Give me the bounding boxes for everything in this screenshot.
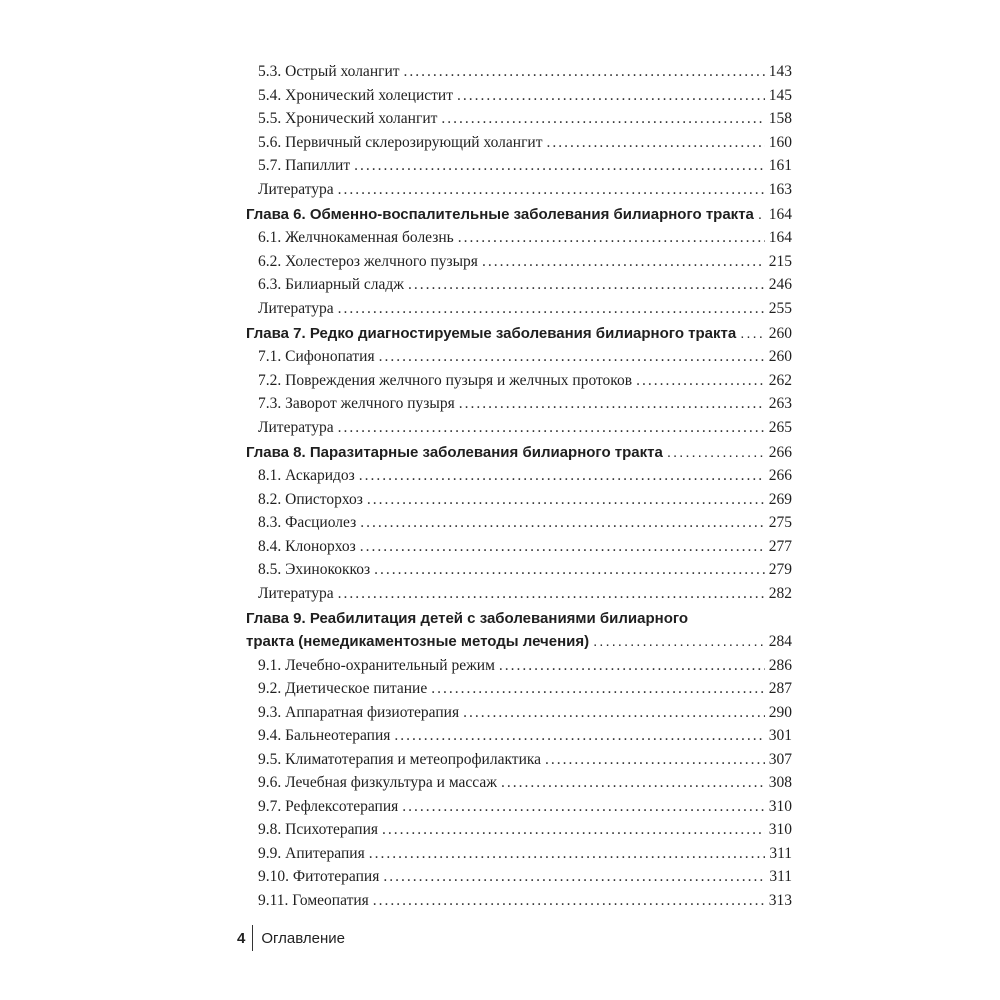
toc-page-number: 265 xyxy=(768,418,792,436)
toc-entry-label: 5.6. Первичный склерозирующий холангит xyxy=(258,133,543,151)
toc-entry-label: 8.2. Описторхоз xyxy=(258,490,363,508)
toc-leader-dots xyxy=(593,630,765,654)
toc-chapter-heading-continued xyxy=(246,630,792,654)
toc-entry-label: 8.1. Аскаридоз xyxy=(258,467,355,484)
toc-leader-dots xyxy=(338,582,765,606)
toc-entry-label: 5.4. Хронический холецистит xyxy=(258,86,453,104)
toc-leader-dots xyxy=(667,441,765,465)
toc-entry-label: 9.5. Климатотерапия и метеопрофилактика xyxy=(258,750,542,768)
toc-entry xyxy=(246,416,792,440)
toc-leader-dots xyxy=(457,84,765,108)
toc-entry xyxy=(246,488,792,512)
toc-page-number: 161 xyxy=(768,157,792,174)
toc-page-number: 275 xyxy=(768,514,792,531)
toc-page-number: 163 xyxy=(768,180,792,198)
toc-leader-dots xyxy=(758,203,765,227)
running-title: Оглавление xyxy=(261,929,345,947)
toc-leader-dots xyxy=(367,488,765,512)
toc-leader-dots xyxy=(394,724,764,748)
toc-page-number: 262 xyxy=(768,371,792,389)
toc-page-number: 160 xyxy=(768,133,792,151)
toc-entry xyxy=(246,795,792,819)
toc-page-number: 287 xyxy=(768,680,792,697)
toc-leader-dots xyxy=(402,795,765,819)
toc-chapter-label: Глава 7. Редко диагностируемые заболевания билиарного тракта xyxy=(246,324,737,342)
toc-entry-label: 6.2. Холестероз желчного пузыря xyxy=(258,252,478,270)
toc-leader-dots xyxy=(482,250,765,274)
toc-entry xyxy=(246,250,792,274)
toc-page-number: 266 xyxy=(768,467,792,484)
toc-page-number: 143 xyxy=(768,63,792,80)
toc-entry xyxy=(246,226,792,250)
page-footer xyxy=(237,925,345,951)
toc-entry xyxy=(246,345,792,369)
toc-entry-label: 9.1. Лечебно-охранительный режим xyxy=(258,656,495,674)
toc-page-number: 255 xyxy=(768,299,792,317)
toc-page-number: 260 xyxy=(768,324,792,342)
toc-page-number: 164 xyxy=(768,205,792,223)
toc-entry xyxy=(246,392,792,416)
toc-entry-label: Литература xyxy=(258,584,334,602)
toc-entry-label: Литература xyxy=(258,299,334,317)
toc-entry xyxy=(246,842,792,866)
toc-page-number: 263 xyxy=(768,395,792,412)
toc-entry-label: 7.1. Сифонопатия xyxy=(258,348,375,365)
toc-entry-label: 5.5. Хронический холангит xyxy=(258,110,438,127)
toc-leader-dots xyxy=(408,273,765,297)
toc-page-number: 310 xyxy=(768,821,792,838)
toc-entry-label: 8.3. Фасциолез xyxy=(258,514,357,531)
toc-leader-dots xyxy=(431,677,765,701)
toc-entry xyxy=(246,273,792,297)
toc-page-number: 246 xyxy=(768,276,792,293)
toc-entry xyxy=(246,107,792,131)
toc-entry xyxy=(246,889,792,913)
toc-entry xyxy=(246,818,792,842)
toc-page-number: 277 xyxy=(768,537,792,555)
toc-leader-dots xyxy=(499,654,765,678)
toc-leader-dots xyxy=(382,818,765,842)
toc-chapter-label: Глава 6. Обменно-воспалительные заболевания билиарного тракта xyxy=(246,205,754,223)
toc-entry xyxy=(246,84,792,108)
toc-chapter-label: Глава 9. Реабилитация детей с заболеваниями билиарного xyxy=(246,609,689,627)
page-number: 4 xyxy=(237,929,246,947)
toc-page-number: 307 xyxy=(768,750,792,768)
toc-entry-label: 9.8. Психотерапия xyxy=(258,821,378,838)
toc-entry xyxy=(246,701,792,725)
toc-page-number: 269 xyxy=(768,490,792,508)
toc-entry xyxy=(246,865,792,889)
toc-page-number: 311 xyxy=(769,844,792,862)
toc-page-number: 266 xyxy=(768,443,792,461)
toc-entry xyxy=(246,724,792,748)
toc-leader-dots xyxy=(404,60,765,84)
toc-entry xyxy=(246,369,792,393)
toc-entry xyxy=(246,535,792,559)
toc-page-number: 215 xyxy=(768,252,792,270)
toc-entry xyxy=(246,464,792,488)
toc-leader-dots xyxy=(545,748,765,772)
toc-leader-dots xyxy=(360,511,765,535)
toc-entry-label: 9.4. Бальнеотерапия xyxy=(258,727,391,744)
footer-divider xyxy=(252,925,253,951)
toc-entry xyxy=(246,511,792,535)
toc-page-number: 313 xyxy=(768,891,792,909)
toc-entry-label: Литература xyxy=(258,418,334,436)
toc-entry-label: Литература xyxy=(258,180,334,198)
toc-chapter-heading xyxy=(246,607,792,631)
toc-leader-dots xyxy=(369,842,766,866)
toc-leader-dots xyxy=(463,701,765,725)
toc-entry-label: 9.2. Диетическое питание xyxy=(258,680,428,697)
toc-entry-label: 5.3. Острый холангит xyxy=(258,63,400,80)
toc-entry xyxy=(246,60,792,84)
toc-entry xyxy=(246,297,792,321)
toc-chapter-heading xyxy=(246,441,792,465)
toc-entry xyxy=(246,558,792,582)
toc-entry-label: 9.9. Апитерапия xyxy=(258,844,365,862)
toc-entry-label: 8.4. Клонорхоз xyxy=(258,537,356,555)
toc-entry-label: 6.3. Билиарный сладж xyxy=(258,276,404,293)
toc-entry-label: 9.7. Рефлексотерапия xyxy=(258,797,399,815)
toc-entry xyxy=(246,582,792,606)
toc-entry xyxy=(246,178,792,202)
toc-leader-dots xyxy=(338,178,765,202)
toc-page-number: 282 xyxy=(768,584,792,602)
toc-leader-dots xyxy=(359,464,765,488)
toc-entry xyxy=(246,748,792,772)
toc-entry-label: 8.5. Эхинококкоз xyxy=(258,561,371,578)
toc-page-number: 308 xyxy=(768,774,792,791)
toc-entry-label: 7.2. Повреждения желчного пузыря и желчных протоков xyxy=(258,371,633,389)
toc-page-number: 310 xyxy=(768,797,792,815)
toc-leader-dots xyxy=(354,154,765,178)
toc-leader-dots xyxy=(379,345,765,369)
toc-leader-dots xyxy=(459,392,765,416)
toc-leader-dots xyxy=(383,865,765,889)
toc-page-number: 279 xyxy=(768,561,792,578)
toc-page-number: 290 xyxy=(768,703,792,721)
toc-entry-label: 6.1. Желчнокаменная болезнь xyxy=(258,229,454,246)
toc-entry xyxy=(246,654,792,678)
toc-chapter-heading xyxy=(246,203,792,227)
toc-page-number: 301 xyxy=(768,727,792,744)
toc-entry-label: 9.11. Гомеопатия xyxy=(258,891,369,909)
toc-chapter-label: Глава 8. Паразитарные заболевания билиарного тракта xyxy=(246,443,663,461)
toc-leader-dots xyxy=(360,535,765,559)
toc-leader-dots xyxy=(458,226,765,250)
toc-leader-dots xyxy=(740,322,765,346)
toc-page-number: 164 xyxy=(768,229,792,246)
toc-entry-label: 9.3. Аппаратная физиотерапия xyxy=(258,703,460,721)
toc-chapter-label: тракта (немедикаментозные методы лечения) xyxy=(246,633,590,650)
toc-entry xyxy=(246,131,792,155)
toc-leader-dots xyxy=(441,107,764,131)
toc-page-number: 284 xyxy=(768,633,792,650)
toc-entry xyxy=(246,154,792,178)
toc-entry-label: 9.6. Лечебная физкультура и массаж xyxy=(258,774,497,791)
toc-page-number: 260 xyxy=(768,348,792,365)
toc-entry-label: 7.3. Заворот желчного пузыря xyxy=(258,395,455,412)
table-of-contents xyxy=(246,60,792,912)
toc-leader-dots xyxy=(338,416,765,440)
toc-chapter-heading xyxy=(246,322,792,346)
toc-page-number: 311 xyxy=(769,868,792,885)
toc-entry xyxy=(246,677,792,701)
toc-entry xyxy=(246,771,792,795)
toc-leader-dots xyxy=(338,297,765,321)
toc-entry-label: 9.10. Фитотерапия xyxy=(258,868,380,885)
toc-page-number: 145 xyxy=(768,86,792,104)
toc-leader-dots xyxy=(373,889,765,913)
toc-entry-label: 5.7. Папиллит xyxy=(258,157,351,174)
toc-leader-dots xyxy=(501,771,765,795)
toc-page-number: 286 xyxy=(768,656,792,674)
toc-leader-dots xyxy=(374,558,765,582)
toc-page-number: 158 xyxy=(768,110,792,127)
toc-leader-dots xyxy=(547,131,765,155)
toc-leader-dots xyxy=(636,369,765,393)
